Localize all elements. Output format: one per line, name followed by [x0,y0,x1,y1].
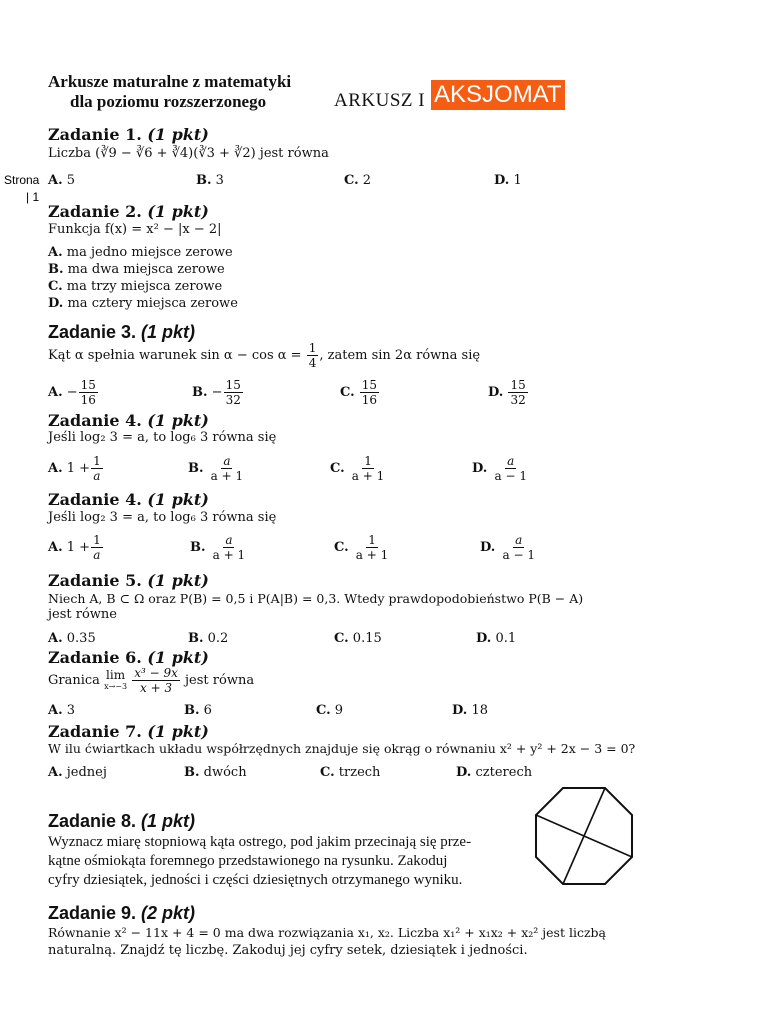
option-value: 2 [362,173,372,188]
option-fraction [360,378,379,407]
task9-title [48,903,195,923]
option-value: czterech [475,765,533,780]
option-prefix: 1 + [66,540,91,555]
task6-option-b [184,702,212,720]
task2-option-d [48,295,238,313]
task6-points: (1 pkt) [147,648,209,667]
option-value: ma jedno miejsce zerowe [66,245,233,260]
fraction-denominator: a [93,548,101,562]
option-value: dwóch [203,765,247,780]
task6-option-d [452,702,488,720]
task4-repeat-option-c [334,533,391,562]
task9-title-text: Zadanie 9. [48,903,137,923]
option-value: 0.15 [352,631,382,646]
task2-title [48,202,209,222]
task8-points: (1 pkt) [141,811,196,831]
fraction-numerator: 1 [364,454,372,468]
option-letter: D. [472,461,488,476]
task2-option-a [48,244,233,262]
option-value: 6 [203,703,212,718]
option-fraction [354,533,390,562]
fraction-denominator: a + 1 [351,469,385,483]
fraction-denominator: a + 1 [355,548,389,562]
option-letter: B. [190,540,206,555]
task3-option-c [340,378,380,407]
option-letter: A. [48,631,63,646]
task4-option-d [472,454,530,483]
task4-option-a [48,454,104,483]
task7-option-b [184,764,247,782]
task1-option-a [48,172,75,190]
fraction-numerator: a [515,533,523,547]
task6-question [48,666,254,695]
task5-option-b [188,630,228,648]
task3-question [48,341,480,370]
task4-repeat-question: Jeśli log₂ 3 = a, to log₆ 3 równa się [48,510,277,525]
fraction-numerator: 15 [225,378,241,392]
option-letter: A. [48,461,63,476]
task3-title [48,322,195,342]
task4-question: Jeśli log₂ 3 = a, to log₆ 3 równa się [48,430,277,445]
option-letter: B. [192,385,208,400]
option-letter: B. [196,173,212,188]
option-value: 9 [334,703,344,718]
task6-question-after: jest równa [185,673,255,688]
option-fraction [492,454,528,483]
task5-points: (1 pkt) [147,571,209,590]
task9-text-line2: naturalną. Znajdź tę liczbę. Zakoduj jej cyfry setek, dziesiątek i jedności. [48,943,528,958]
option-letter: A. [48,765,63,780]
task3-question-before: Kąt α spełnia warunek sin α − cos α = [48,348,302,363]
octagon-diagonal-2 [563,788,605,884]
task9-text-line1: Równanie x² − 11x + 4 = 0 ma dwa rozwiązania x₁, x₂. Liczba x₁² + x₁x₂ + x₂² jest liczbą [48,925,606,940]
option-value: trzech [338,765,381,780]
option-value: ma dwa miejsca zerowe [67,262,225,277]
fraction-denominator: a [93,469,101,483]
option-letter: C. [340,385,355,400]
fraction-denominator: 32 [510,393,526,407]
task4-repeat-option-d [480,533,538,562]
option-letter: D. [452,703,468,718]
task2-points: (1 pkt) [147,202,209,221]
task7-option-d [456,764,532,782]
task8-title [48,811,195,831]
task6-title [48,648,209,668]
option-prefix: 1 + [66,461,91,476]
task4-option-b [188,454,246,483]
task6-title-text: Zadanie 6. [48,648,142,667]
fraction-denominator: x + 3 [140,681,173,695]
option-fraction [79,378,98,407]
task7-question: W ilu ćwiartkach układu współrzędnych znajduje się okrąg o równaniu x² + y² + 2x − 3 = 0? [48,741,636,756]
task3-fraction [307,341,319,370]
option-letter: D. [494,173,510,188]
option-fraction [350,454,386,483]
task1-points: (1 pkt) [147,125,209,144]
task8-text-line2: kątne ośmiokąta foremnego przedstawionego na rysunku. Zakoduj [48,853,448,869]
task6-option-a [48,702,75,720]
fraction-denominator: 16 [80,393,96,407]
option-letter: D. [480,540,496,555]
task3-question-after: , zatem sin 2α równa się [319,348,481,363]
option-value: jednej [66,765,107,780]
task6-question-before: Granica [48,673,100,688]
fraction-numerator: 15 [361,378,378,392]
task8-text-line3: cyfry dziesiątek, jedności i części dziesiętnych otrzymanego wyniku. [48,872,463,888]
option-letter: B. [48,262,64,277]
task4-repeat-option-a [48,533,104,562]
option-letter: D. [456,765,472,780]
limit-subscript: x→−3 [104,681,128,691]
task7-title-text: Zadanie 7. [48,722,142,741]
task1-title-text: Zadanie 1. [48,125,142,144]
option-letter: D. [476,631,492,646]
task6-fraction [132,666,180,695]
option-value: 0.1 [495,631,517,646]
task4-title-text: Zadanie 4. [48,411,142,430]
task9-points: (2 pkt) [141,903,196,923]
task3-option-d [488,378,529,407]
option-letter: C. [48,279,63,294]
task7-title [48,722,209,742]
fraction-denominator: a + 1 [210,469,244,483]
task4-option-c [330,454,387,483]
option-value: ma cztery miejsca zerowe [67,296,238,311]
option-value: 1 [513,173,522,188]
option-letter: A. [48,173,63,188]
fraction-numerator: x³ − 9x [134,666,178,680]
option-letter: C. [334,631,349,646]
fraction-numerator: a [507,454,515,468]
fraction-numerator: 15 [80,378,96,392]
option-sign: − [66,385,78,400]
option-letter: C. [320,765,335,780]
task1-option-d [494,172,522,190]
arkusz-label: ARKUSZ I [334,90,426,111]
task8-title-text: Zadanie 8. [48,811,137,831]
fraction-numerator: 1 [368,533,376,547]
option-value: 3 [215,173,224,188]
fraction-denominator: a + 1 [212,548,246,562]
option-letter: C. [334,540,349,555]
option-letter: D. [488,385,504,400]
fraction-numerator: 1 [308,341,317,355]
task5-question-line2: jest równe [48,607,117,622]
option-letter: B. [184,765,200,780]
task7-points: (1 pkt) [147,722,209,741]
page-label-number: | 1 [26,190,40,204]
task3-points: (1 pkt) [141,322,196,342]
limit-operator [104,669,127,693]
task4-points: (1 pkt) [147,411,209,430]
task4-repeat-title-text: Zadanie 4. [48,490,142,509]
option-letter: D. [48,296,64,311]
option-value: ma trzy miejsca zerowe [66,279,223,294]
fraction-numerator: 15 [510,378,526,392]
task8-text-line1: Wyznacz miarę stopniową kąta ostrego, pod jakim przecinają się prze- [48,834,472,850]
task1-option-c [344,172,371,190]
option-letter: C. [330,461,345,476]
option-fraction [211,533,247,562]
task4-repeat-points: (1 pkt) [147,490,209,509]
task5-option-d [476,630,516,648]
fraction-denominator: 16 [361,393,378,407]
option-letter: B. [188,461,204,476]
option-fraction [500,533,536,562]
fraction-numerator: a [225,533,233,547]
option-letter: B. [188,631,204,646]
option-value: 18 [471,703,489,718]
task3-option-a [48,378,99,407]
task2-question: Funkcja f(x) = x² − |x − 2| [48,222,222,237]
task1-option-b [196,172,224,190]
option-letter: A. [48,703,63,718]
task2-title-text: Zadanie 2. [48,202,142,221]
option-letter: A. [48,540,63,555]
task5-title-text: Zadanie 5. [48,571,142,590]
task7-option-c [320,764,380,782]
fraction-numerator: 1 [93,533,101,547]
limit-symbol: lim [106,667,126,682]
fraction-denominator: a − 1 [494,469,527,483]
task7-option-a [48,764,107,782]
option-sign: − [211,385,223,400]
header-title-line2: dla poziomu rozszerzonego [70,92,267,111]
task5-option-c [334,630,382,648]
option-fraction [209,454,245,483]
task1-question: Liczba (∛9 − ∛6 + ∛4)(∛3 + ∛2) jest równa [48,146,329,161]
option-value: 3 [66,703,76,718]
option-fraction [91,454,103,483]
fraction-numerator: 1 [93,454,101,468]
task5-option-a [48,630,96,648]
task2-option-b [48,261,225,279]
page-label-word: Strona [4,173,40,187]
task3-title-text: Zadanie 3. [48,322,137,342]
option-value: 5 [66,173,76,188]
task5-title [48,571,209,591]
option-letter: C. [344,173,359,188]
header-title-line1: Arkusze maturalne z matematyki [48,72,292,91]
option-letter: A. [48,385,63,400]
task3-option-b [192,378,244,407]
fraction-numerator: a [223,454,231,468]
option-fraction [91,533,103,562]
option-value: 0.2 [207,631,229,646]
fraction-denominator: 32 [225,393,241,407]
option-letter: A. [48,245,63,260]
fraction-denominator: a − 1 [502,548,535,562]
task6-option-c [316,702,343,720]
task5-question-line1: Niech A, B ⊂ Ω oraz P(B) = 0,5 i P(A|B) = 0,3. Wtedy prawdopodobieństwo P(B − A) [48,591,584,606]
task4-title [48,411,209,431]
task2-option-c [48,278,222,296]
option-fraction [508,378,527,407]
option-fraction [224,378,243,407]
fraction-denominator: 4 [308,356,317,370]
option-value: 0.35 [66,631,96,646]
task4-repeat-option-b [190,533,248,562]
option-letter: C. [316,703,331,718]
octagon-figure [534,786,634,886]
task4-repeat-title [48,490,209,510]
task1-title [48,125,209,145]
aksjomat-logo: AKSJOMAT [431,80,565,110]
option-letter: B. [184,703,200,718]
